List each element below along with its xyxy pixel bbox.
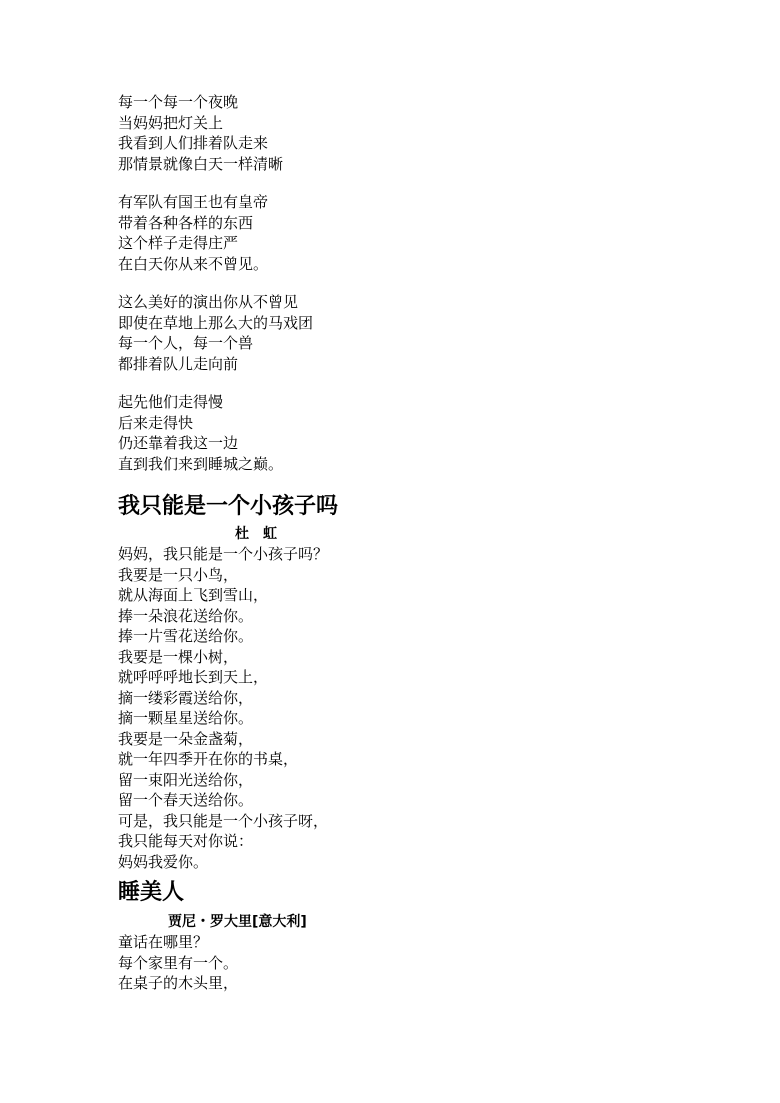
poem-title: 我只能是一个小孩子吗 — [118, 494, 339, 519]
poem-line: 起先他们走得慢 — [118, 393, 224, 411]
stanza — [118, 92, 678, 174]
poem-line: 我看到人们排着队走来 — [118, 134, 269, 152]
poem-line: 都排着队儿走向前 — [118, 354, 239, 373]
poem-line: 捧一朵浪花送给你。 — [118, 606, 254, 625]
poem-line: 就一年四季开在你的书桌， — [118, 750, 299, 768]
poem-line: 当妈妈把灯关上 — [118, 113, 224, 132]
poem-line: 这个样子走得庄严 — [118, 234, 239, 252]
poem-line: 即使在草地上那么大的马戏团 — [118, 313, 314, 332]
poem-line: 带着各种各样的东西 — [118, 213, 254, 232]
poem-line: 我只能每天对你说： — [118, 832, 254, 850]
poem-body — [118, 544, 678, 872]
poem-line: 我要是一只小鸟， — [118, 565, 239, 584]
stanza — [118, 392, 678, 474]
poem-line: 可是，我只能是一个小孩子呀， — [118, 811, 329, 830]
poem-line: 我要是一棵小树， — [118, 647, 239, 666]
poem-line: 捧一片雪花送给你。 — [118, 627, 254, 645]
poem-line: 仍还靠着我这一边 — [118, 434, 239, 452]
poem-3 — [118, 878, 678, 994]
poem-line: 摘一颗星星送给你。 — [118, 709, 254, 727]
stanza — [118, 192, 678, 274]
poem-line: 摘一缕彩霞送给你， — [118, 688, 254, 707]
poem-line: 我要是一朵金盏菊， — [118, 729, 254, 748]
poem-2 — [118, 492, 678, 872]
poem-line: 童话在哪里？ — [118, 933, 209, 951]
poem-line: 后来走得快 — [118, 413, 194, 432]
poem-line: 就呼呼呼地长到天上， — [118, 668, 269, 686]
poem-line: 那情景就像白天一样清晰 — [118, 154, 284, 173]
poem-line: 这么美好的演出你从不曾见 — [118, 293, 299, 311]
poem-line: 妈妈，我只能是一个小孩子吗？ — [118, 545, 329, 563]
poem-line: 每个家里有一个。 — [118, 953, 239, 972]
stanza — [118, 292, 678, 374]
poem-1 — [118, 92, 678, 474]
poem-title: 睡美人 — [118, 880, 185, 905]
poem-author: 杜 虹 — [235, 526, 277, 542]
poem-line: 妈妈我爱你。 — [118, 852, 209, 871]
poem-line: 直到我们来到睡城之巅。 — [118, 454, 284, 473]
poem-line: 在桌子的木头里， — [118, 974, 239, 992]
poem-line: 留一束阳光送给你， — [118, 770, 254, 789]
poem-line: 就从海面上飞到雪山， — [118, 586, 269, 604]
poem-line: 留一个春天送给你。 — [118, 791, 254, 809]
poem-author: 贾尼・罗大里[意大利] — [168, 914, 307, 930]
poem-line: 在白天你从来不曾见。 — [118, 254, 269, 273]
poem-line: 每一个人，每一个兽 — [118, 334, 254, 352]
poem-body — [118, 932, 678, 994]
document-page — [118, 92, 678, 994]
poem-line: 每一个每一个夜晚 — [118, 93, 239, 111]
poem-line: 有军队有国王也有皇帝 — [118, 193, 269, 211]
